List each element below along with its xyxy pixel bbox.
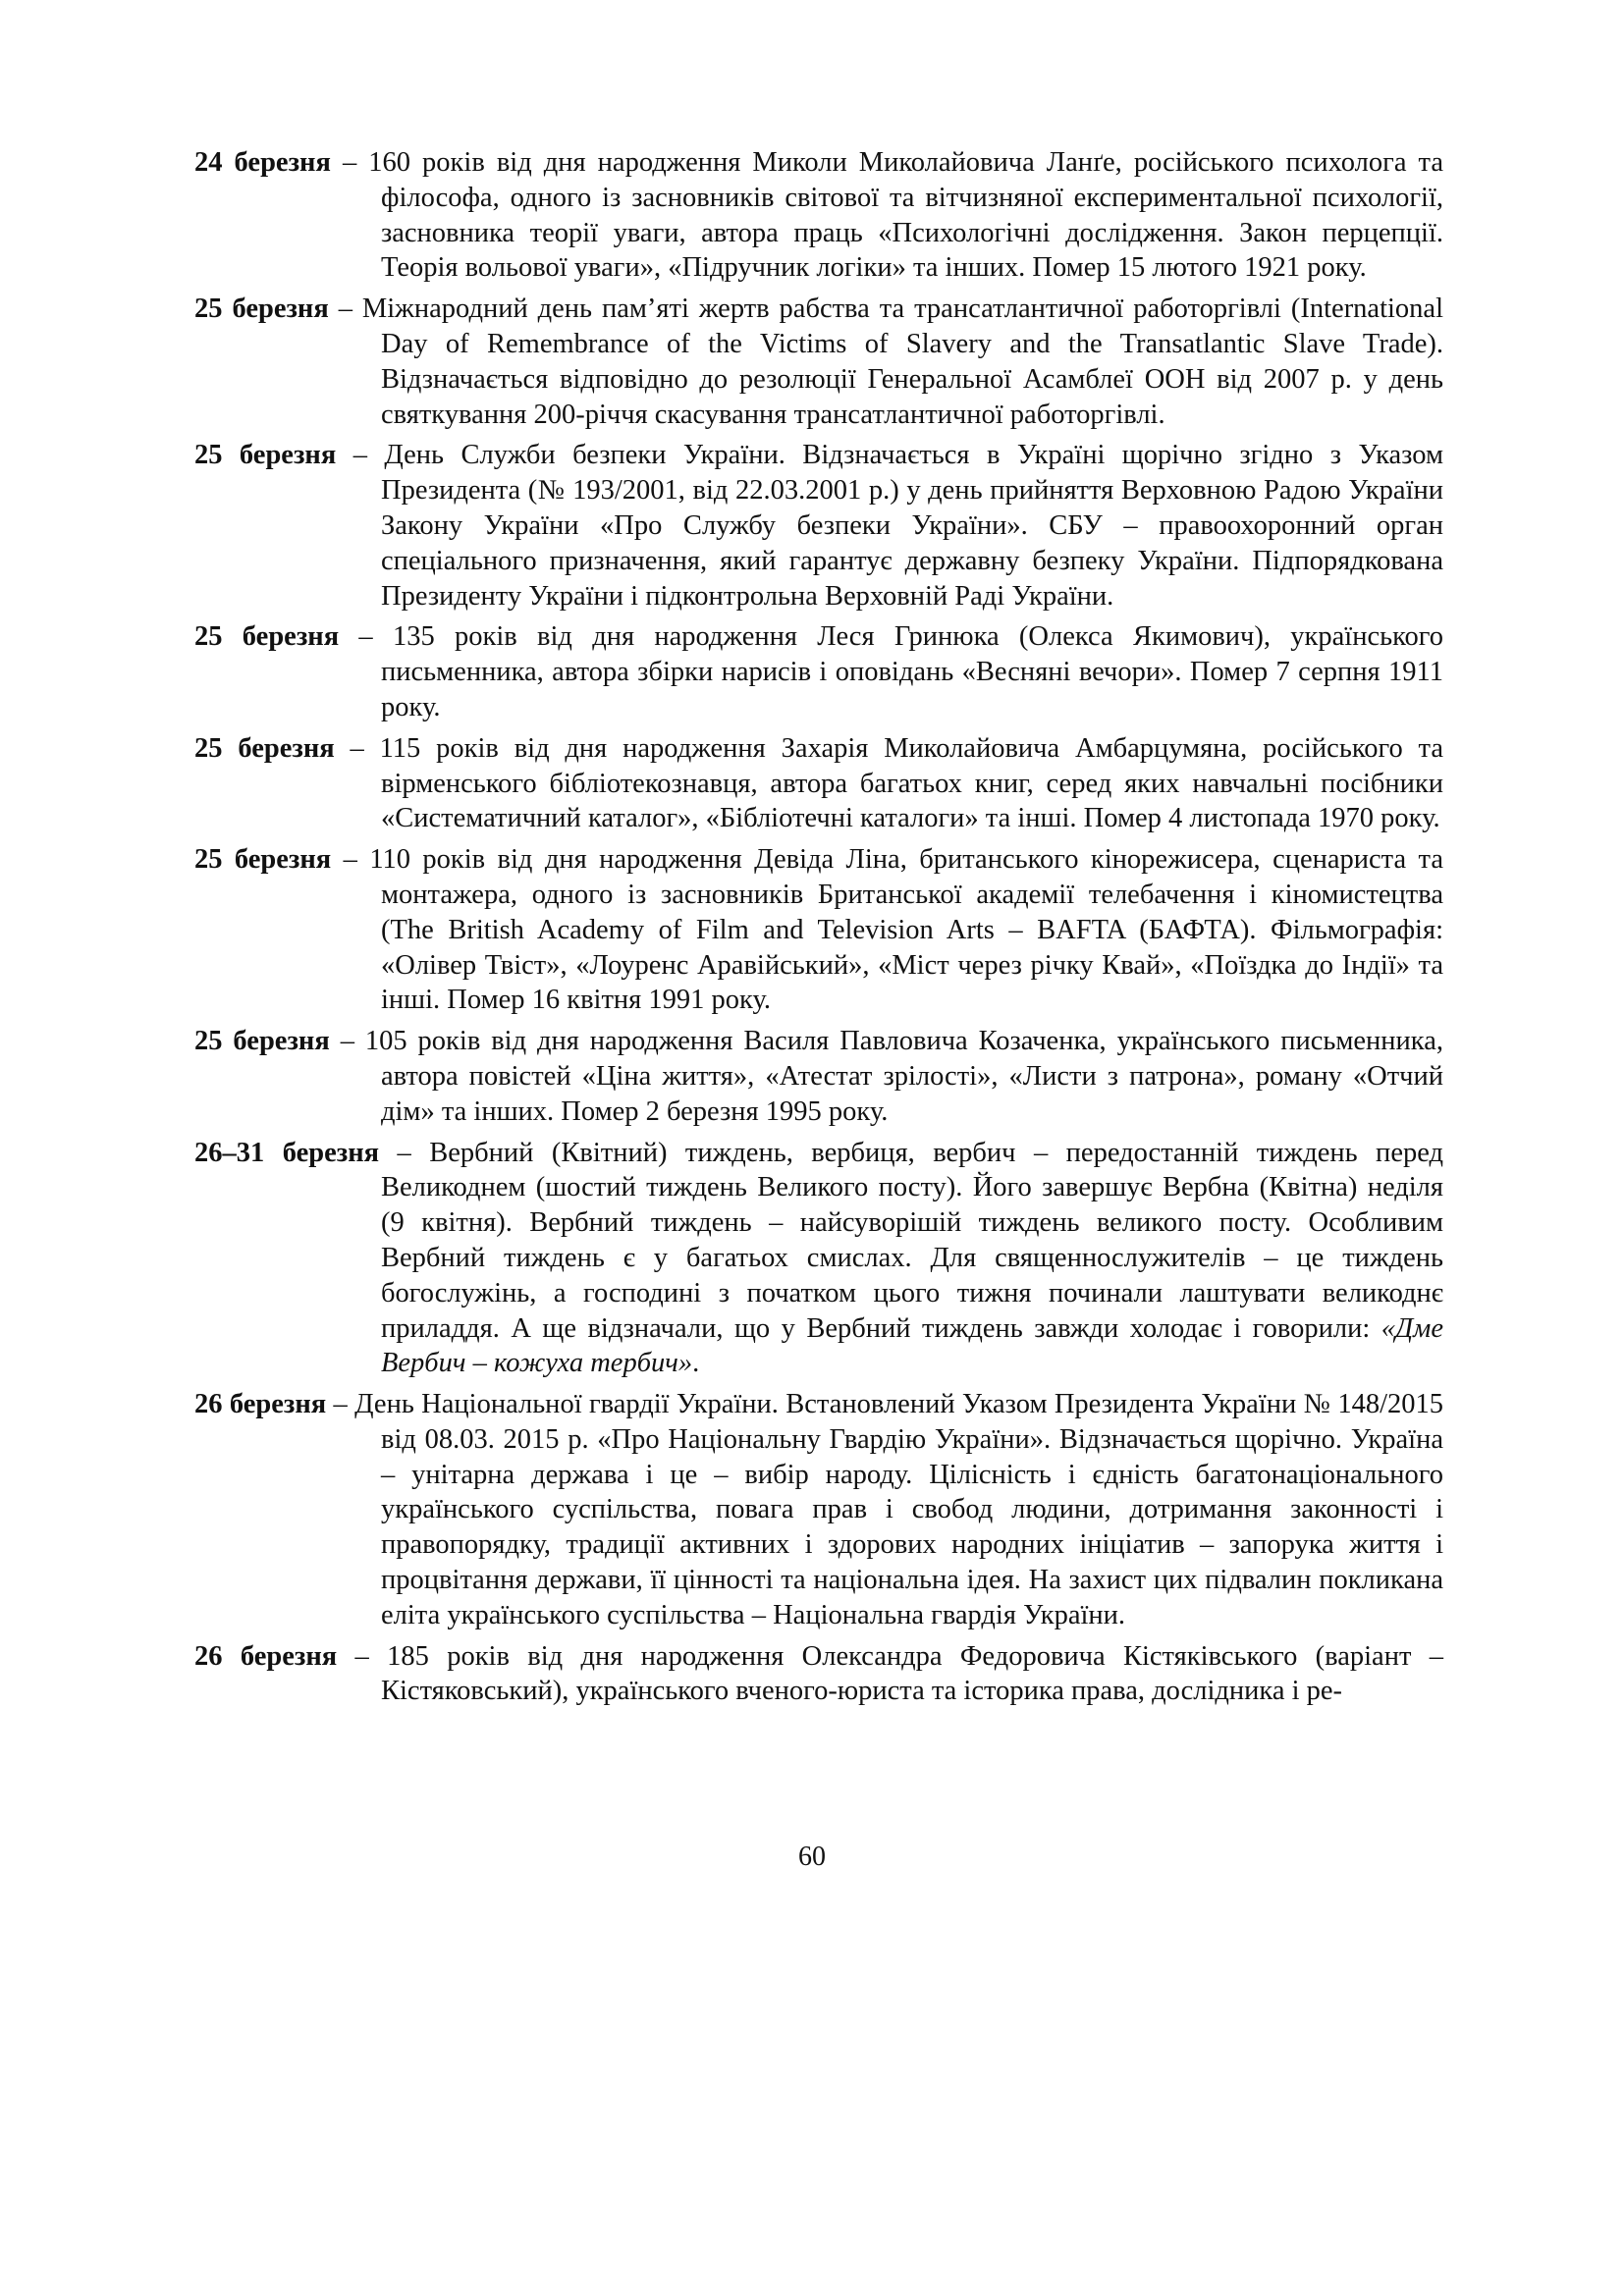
calendar-entry	[194, 292, 1443, 432]
calendar-entry	[194, 1387, 1443, 1633]
entry-date: 25 березня	[194, 1026, 330, 1057]
entry-text: – 105 років від дня народження Василя Павловича Козаченка, українського письменника, автора повістей «Ціна життя», «Атестат зрілості», «Листи з патрона», роману «Отчий дім» та інших. Помер 2 березня 1995 року.	[340, 1026, 1443, 1127]
entry-text-tail: .	[692, 1348, 700, 1379]
entry-date: 26 березня	[194, 1389, 327, 1420]
entry-date: 24 березня	[194, 147, 331, 178]
proverb-quote: «Дме Вербич – кожуха тербич»	[381, 1312, 1443, 1379]
entry-text: – 185 років від дня народження Олександра Федоровича Кістяківського (варіант – Кістяковський), українського вченого-юриста та історика права, дослідника і ре-	[354, 1640, 1443, 1707]
entry-text: – 135 років від дня народження Леся Гринюка (Олекса Якимович), українського письменника, автора збірки нарисів і оповідань «Весняні вечори». Помер 7 серпня 1911 року.	[358, 621, 1443, 722]
calendar-entry	[194, 731, 1443, 836]
calendar-entry	[194, 842, 1443, 1018]
calendar-entry	[194, 619, 1443, 724]
entry-text: – 160 років від дня народження Миколи Миколайовича Ланґе, російського психолога та філософа, одного із засновників світової та вітчизняної експериментальної психології, засновника теорії уваги, автора праць «Психологічні дослідження. Закон перцепції. Теорія вольової уваги», «Підручник логіки» та інших. Помер 15 лютого 1921 року.	[342, 147, 1443, 284]
entry-text: – Вербний (Квітний) тиждень, вербиця, вербич – передостанній тиждень перед Великоднем (шостий тиждень Великого посту). Його завершує Вербна (Квітна) неділя (9 квітня). Вербний тиждень – найсуворішій тиждень великого посту. Особливим Вербний тиждень є у багатьох смислах. Для священнослужителів – це тиждень богослужінь, а господині з початком цього тижня починали лаштувати великоднє приладдя. А ще відзначали, що у Вербний тиждень завжди холодає і говорили:	[381, 1137, 1443, 1344]
entry-date: 25 березня	[194, 440, 337, 471]
document-page	[194, 145, 1443, 1715]
entry-date: 25 березня	[194, 732, 335, 764]
calendar-entry	[194, 438, 1443, 614]
entry-text: – День Національної гвардії України. Встановлений Указом Президента України № 148/2015 від 08.03. 2015 р. «Про Національну Гвардію України». Відзначається щорічно. Україна – унітарна держава і це – вибір народу. Цілісність і єдність багатонаціонального українського суспільства, повага прав і свобод людини, дотримання законності і правопорядку, традиції активних і здорових народних ініціатив – запорука життя і процвітання держави, її цінності та національна ідея. На захист цих підвалин покликана еліта українського суспільства – Національна гвардія України.	[333, 1389, 1443, 1630]
calendar-entry	[194, 145, 1443, 286]
calendar-entry	[194, 1136, 1443, 1382]
entry-text: – День Служби безпеки України. Відзначається в Україні щорічно згідно з Указом Президента (№ 193/2001, від 22.03.2001 р.) у день прийняття Верховною Радою України Закону України «Про Службу безпеки України». СБУ – правоохоронний орган спеціального призначення, який гарантує державну безпеку України. Підпорядкована Президенту України і підконтрольна Верховній Раді України.	[352, 440, 1443, 612]
calendar-entry	[194, 1024, 1443, 1129]
entry-date: 26 березня	[194, 1640, 338, 1672]
page-number: 60	[798, 1842, 826, 1872]
entry-date: 25 березня	[194, 294, 329, 325]
entry-date: 25 березня	[194, 844, 332, 876]
entry-date: 26–31 березня	[194, 1137, 380, 1168]
calendar-entry	[194, 1639, 1443, 1710]
entry-text: – Міжнародний день пам’яті жертв рабства та трансатлантичної работоргівлі (International Day of Remembrance of the Victims of Slavery and the Transatlantic Slave Trade). Відзначається відповідно до резолюції Генеральної Асамблеї ООН від 2007 р. у день святкування 200-річчя скасування трансатлантичної работоргівлі.	[338, 294, 1443, 430]
entry-date: 25 березня	[194, 621, 340, 653]
entry-text: – 110 років від дня народження Девіда Ліна, британського кінорежисера, сценариста та монтажера, одного із засновників Британської академії телебачення і кіномистецтва (The British Academy of Film and Television Arts – BAFTA (БАФТА). Фільмографія: «Олівер Твіст», «Лоуренс Аравійський», «Міст через річку Квай», «Поїздка до Індії» та інші. Помер 16 квітня 1991 року.	[343, 844, 1443, 1016]
entry-text: – 115 років від дня народження Захарія Миколайовича Амбарцумяна, російського та вірменського бібліотекознавця, автора багатьох книг, серед яких навчальні посібники «Систематичний каталог», «Бібліотечні каталоги» та інші. Помер 4 листопада 1970 року.	[350, 732, 1443, 834]
